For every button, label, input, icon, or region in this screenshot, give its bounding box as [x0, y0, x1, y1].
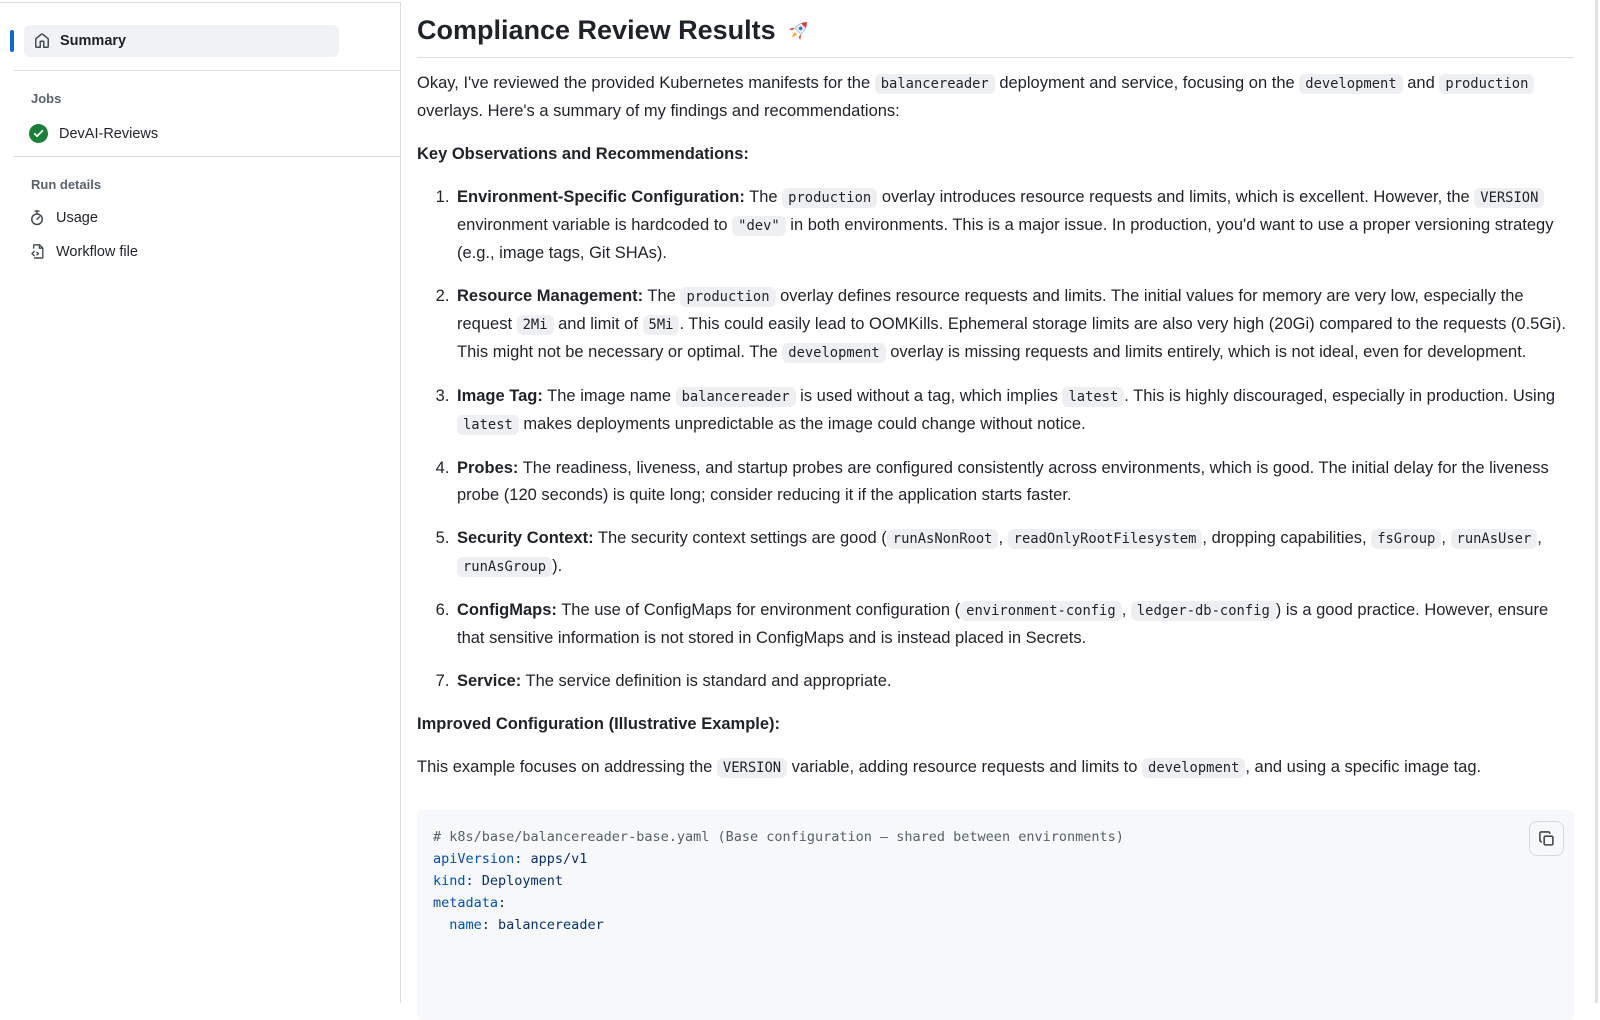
bold-text: Resource Management:	[457, 286, 644, 305]
observation-item: 3. Image Tag: The image name balancereader is used without a tag, which implies latest . This is highly discouraged, especially in production. Using latest makes deployments unpredictable as the image could change without notice.	[454, 383, 1574, 439]
page-title	[417, 14, 1574, 58]
job-name: DevAI-Reviews	[59, 125, 159, 142]
inline-code: fsGroup	[1371, 529, 1441, 549]
inline-code: VERSION	[1474, 188, 1544, 208]
inline-code: runAsNonRoot	[887, 529, 999, 549]
summary-content	[401, 2, 1600, 1003]
page-title-text: Compliance Review Results	[417, 15, 776, 45]
inline-code: 5Mi	[643, 315, 680, 335]
inline-code: VERSION	[717, 758, 787, 778]
sidebar-item-job-devai-reviews[interactable]	[29, 124, 384, 143]
yaml-code-block	[417, 810, 1574, 1020]
code-token-v	[433, 917, 449, 933]
workflow-file-label: Workflow file	[56, 244, 138, 260]
code-token-c: # k8s/base/balancereader-base.yaml (Base configuration — shared between environments)	[433, 828, 1124, 845]
inline-code: development	[782, 343, 885, 363]
bold-text: ConfigMaps:	[457, 600, 557, 619]
code-token-v: : balancereader	[481, 916, 604, 933]
observations-heading: Key Observations and Recommendations:	[417, 144, 749, 163]
copy-icon	[1538, 830, 1555, 847]
sidebar-divider	[14, 70, 400, 71]
observation-item: 6. ConfigMaps: The use of ConfigMaps for environment configuration ( environment-config , ledger-db-config ) is a good practice. However, ensure that sensitive information is not stored in ConfigMaps and is instead placed in Secrets.	[454, 597, 1574, 652]
code-token-v: :	[498, 894, 507, 911]
code-lines	[433, 826, 1558, 936]
bold-text: Environment-Specific Configuration:	[457, 187, 745, 206]
inline-code: balancereader	[875, 74, 995, 94]
inline-code: production	[680, 287, 775, 307]
code-token-k: apiVersion	[433, 850, 515, 867]
active-indicator	[10, 30, 14, 52]
window-right-border	[1595, 0, 1598, 1003]
inline-code: production	[1439, 74, 1534, 94]
copy-button[interactable]	[1529, 821, 1564, 856]
code-line	[433, 892, 1558, 914]
workflow-file-icon	[29, 244, 45, 260]
home-icon	[34, 33, 50, 49]
inline-code: runAsUser	[1451, 529, 1538, 549]
inline-code: development	[1299, 74, 1402, 94]
usage-label: Usage	[56, 210, 98, 226]
bold-text: Security Context:	[457, 528, 594, 547]
stopwatch-icon	[29, 210, 45, 226]
sidebar-divider	[14, 156, 400, 157]
code-line	[433, 870, 1558, 892]
code-token-v: : Deployment	[465, 872, 564, 889]
bold-text: Image Tag:	[457, 386, 543, 405]
observation-item: 1. Environment-Specific Configuration: The production overlay introduces resource requests and limits, which is excellent. However, the VERSION environment variable is hardcoded to "dev" in both environments. This is a major issue. In production, you'd want to use a proper versioning strategy (e.g., image tags, Git SHAs).	[454, 184, 1574, 267]
sidebar-item-usage[interactable]	[29, 210, 384, 226]
intro-paragraph: Okay, I've reviewed the provided Kubernetes manifests for the balancereader deployment and service, focusing on the development and production overlays. Here's a summary of my findings and recommendations:	[417, 70, 1574, 125]
jobs-section-header: Jobs	[31, 91, 62, 106]
inline-code: environment-config	[960, 601, 1122, 621]
code-line	[433, 914, 1558, 936]
improved-config-heading: Improved Configuration (Illustrative Example):	[417, 714, 781, 733]
sidebar	[0, 2, 401, 1003]
code-line	[433, 826, 1558, 848]
sidebar-item-summary[interactable]	[24, 25, 339, 57]
success-check-icon	[29, 124, 48, 143]
inline-code: balancereader	[676, 387, 796, 407]
code-token-v: : apps/v1	[514, 850, 588, 867]
rocket-emoji	[785, 17, 812, 44]
inline-code: "dev"	[732, 216, 786, 236]
inline-code: development	[1142, 758, 1245, 778]
observations-list	[417, 184, 1574, 695]
improved-config-intro: This example focuses on addressing the VERSION variable, adding resource requests and limits to development , and using a specific image tag.	[417, 757, 1482, 776]
inline-code: latest	[457, 415, 519, 435]
code-line	[433, 848, 1558, 870]
inline-code: ledger-db-config	[1131, 601, 1276, 621]
inline-code: latest	[1062, 387, 1124, 407]
observation-item: 4. Probes: The readiness, liveness, and startup probes are configured consistently across environments, which is good. The initial delay for the liveness probe (120 seconds) is quite long; consider reducing it if the application starts faster.	[454, 455, 1574, 509]
code-token-k: metadata	[433, 894, 499, 911]
inline-code: readOnlyRootFilesystem	[1008, 529, 1203, 549]
code-token-k: kind	[433, 872, 466, 889]
observation-item: 5. Security Context: The security context settings are good ( runAsNonRoot , readOnlyRootFilesystem , dropping capabilities, fsGroup , runAsUser , runAsGroup ).	[454, 525, 1574, 581]
observation-item: 7. Service: The service definition is standard and appropriate.	[454, 668, 1574, 695]
observation-item: 2. Resource Management: The production overlay defines resource requests and limits. The initial values for memory are very low, especially the request 2Mi and limit of 5Mi . This could easily lead to OOMKills. Ephemeral storage limits are also very high (20Gi) compared to the requests (0.5Gi). This might not be necessary or optimal. The development overlay is missing requests and limits entirely, which is not ideal, even for development.	[454, 283, 1574, 367]
inline-code: runAsGroup	[457, 557, 552, 577]
workflow-run-page	[0, 2, 1600, 1003]
code-token-k: name	[449, 916, 482, 933]
run-details-section-header: Run details	[31, 177, 102, 192]
inline-code: production	[782, 188, 877, 208]
sidebar-item-label: Summary	[60, 33, 127, 49]
inline-code: 2Mi	[517, 315, 554, 335]
sidebar-item-workflow-file[interactable]	[29, 244, 384, 260]
bold-text: Service:	[457, 671, 522, 690]
bold-text: Probes:	[457, 458, 519, 477]
